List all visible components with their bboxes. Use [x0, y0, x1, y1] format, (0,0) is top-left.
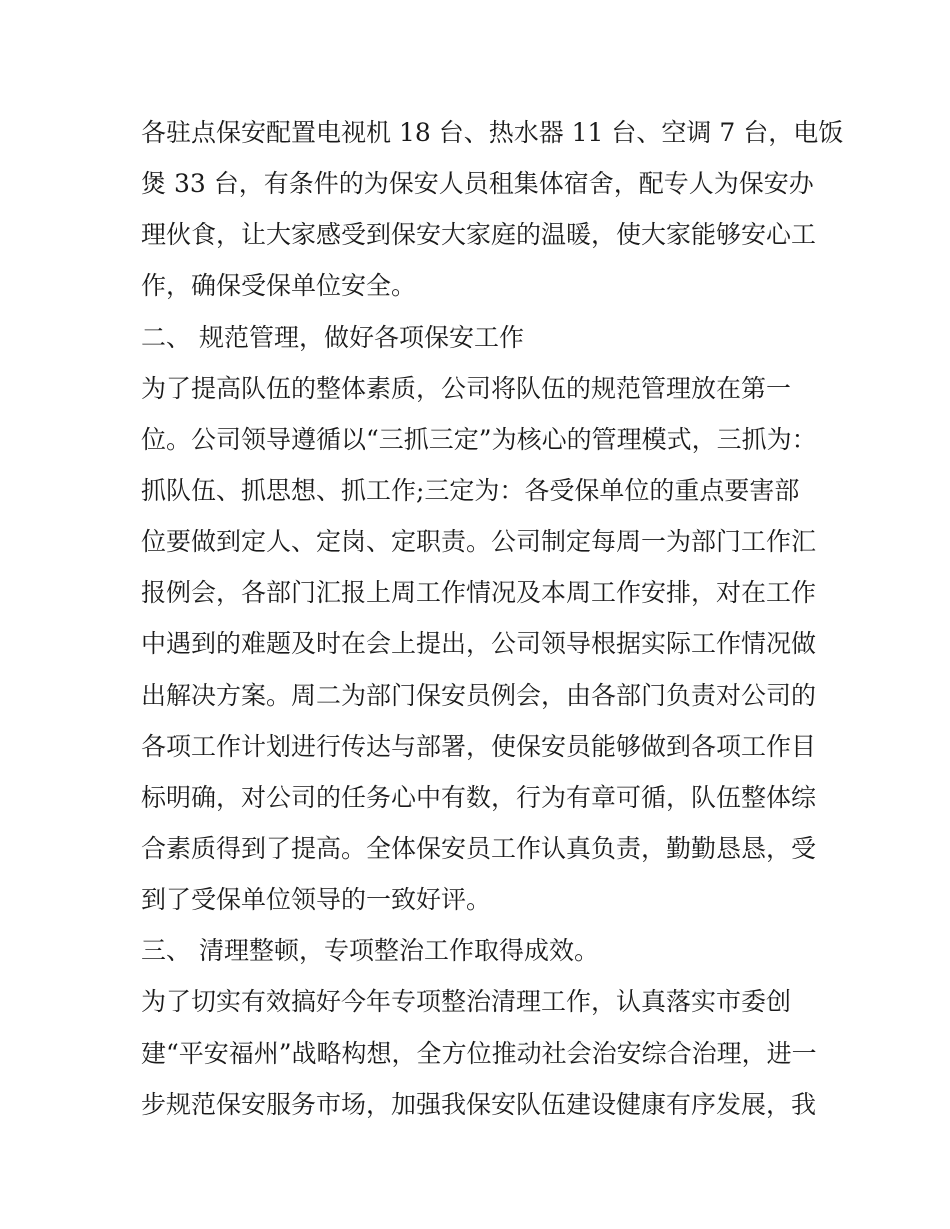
paragraph-line: 抓队伍、抓思想、抓工作;三定为：各受保单位的重点要害部 — [141, 475, 800, 505]
paragraph-line: 位要做到定人、定岗、定职责。公司制定每周一为部门工作汇 — [141, 527, 817, 557]
paragraph-line: 煲 33 台，有条件的为保安人员租集体宿舍，配专人为保安办 — [141, 169, 814, 199]
paragraph-line: 各项工作计划进行传达与部署，使保安员能够做到各项工作目 — [141, 731, 817, 761]
document-body — [141, 107, 844, 1130]
paragraph-line: 中遇到的难题及时在会上提出，公司领导根据实际工作情况做 — [141, 629, 817, 659]
paragraph-line: 到了受保单位领导的一致好评。 — [141, 885, 492, 915]
paragraph-line: 建“平安福州”战略构想，全方位推动社会治安综合治理，进一 — [141, 1038, 817, 1068]
paragraph-line: 各驻点保安配置电视机 18 台、热水器 11 台、空调 7 台，电饭 — [141, 118, 844, 147]
paragraph-line: 理伙食，让大家感受到保安大家庭的温暖，使大家能够安心工 — [141, 220, 817, 250]
paragraph-line: 报例会，各部门汇报上周工作情况及本周工作安排，对在工作 — [141, 578, 817, 608]
paragraph-line: 位。公司领导遵循以“三抓三定”为核心的管理模式，三抓为： — [141, 424, 817, 454]
paragraph-line: 为了切实有效搞好今年专项整治清理工作，认真落实市委创 — [141, 987, 792, 1017]
paragraph-line: 出解决方案。周二为部门保安员例会，由各部门负责对公司的 — [141, 680, 817, 710]
paragraph-line: 标明确，对公司的任务心中有数，行为有章可循，队伍整体综 — [141, 782, 817, 812]
paragraph-line: 合素质得到了提高。全体保安员工作认真负责，勤勤恳恳，受 — [141, 833, 817, 863]
paragraph-line: 为了提高队伍的整体素质，公司将队伍的规范管理放在第一 — [141, 373, 792, 403]
section-heading: 二、 规范管理，做好各项保安工作 — [141, 322, 524, 352]
section-heading: 三、 清理整顿，专项整治工作取得成效。 — [141, 936, 599, 966]
paragraph-line: 作，确保受保单位安全。 — [141, 271, 417, 301]
paragraph-line: 步规范保安服务市场，加强我保安队伍建设健康有序发展，我 — [141, 1089, 817, 1119]
